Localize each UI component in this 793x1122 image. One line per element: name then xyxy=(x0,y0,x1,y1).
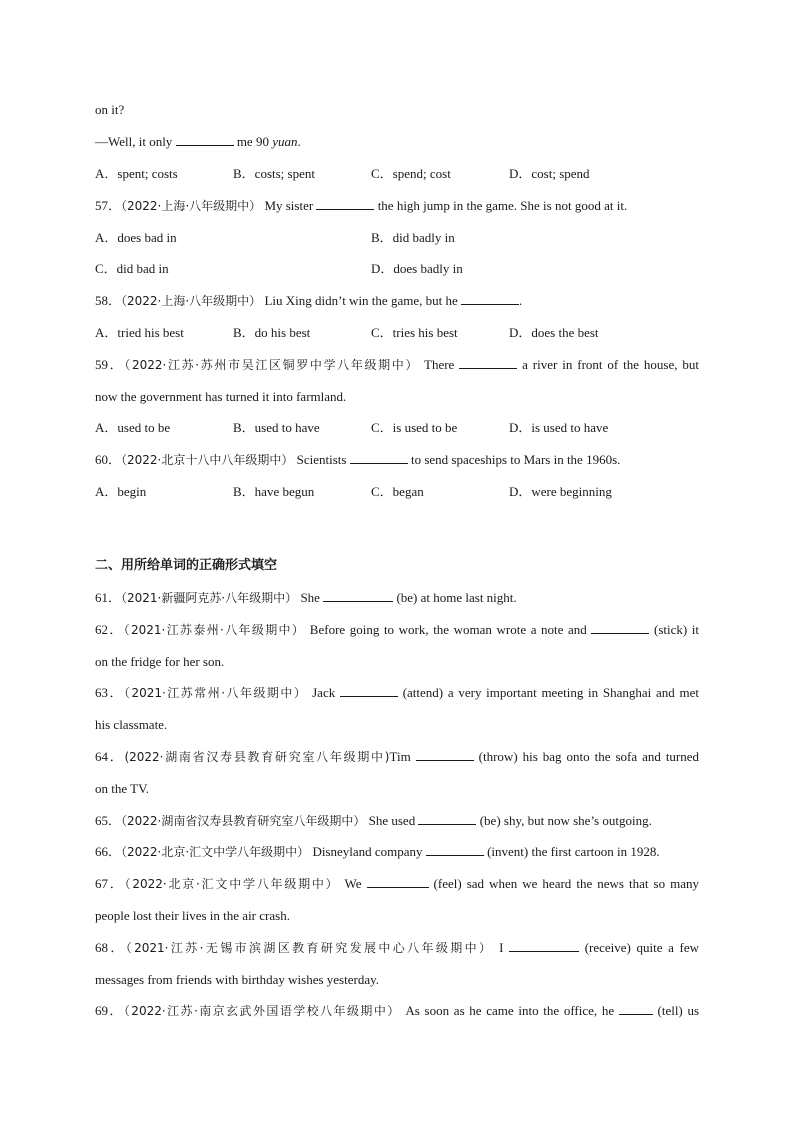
q67-line2 xyxy=(95,906,699,926)
question-source: （2022·江苏·南京玄武外国语学校八年级期中） xyxy=(123,1004,401,1018)
option-a[interactable]: A．spent; costs xyxy=(95,166,178,181)
q68-line2 xyxy=(95,970,699,990)
question-63 xyxy=(95,683,699,703)
text: We xyxy=(344,876,362,891)
text: (receive) quite a few xyxy=(584,940,700,955)
question-source: (2022·湖南省汉寿县教育研究室八年级期中) xyxy=(124,750,390,764)
question-65 xyxy=(95,811,699,831)
option-c[interactable]: C．tries his best xyxy=(371,325,458,340)
answer-blank[interactable] xyxy=(459,355,517,369)
question-59 xyxy=(95,355,699,375)
q60-options xyxy=(95,482,699,502)
question-number: 68． xyxy=(95,940,126,955)
answer-blank[interactable] xyxy=(591,620,649,634)
answer-blank[interactable] xyxy=(418,811,476,825)
question-source: （2022·江苏·苏州市吴江区铜罗中学八年级期中） xyxy=(124,358,420,372)
text: Disneyland company xyxy=(312,844,423,859)
text: Jack xyxy=(312,685,336,700)
text: his classmate. xyxy=(95,717,168,732)
answer-blank[interactable] xyxy=(316,196,374,210)
text: messages from friends with birthday wishes yesterday. xyxy=(95,972,380,987)
question-67 xyxy=(95,874,699,894)
q56-continuation-line xyxy=(95,100,699,120)
answer-blank[interactable] xyxy=(416,747,474,761)
text: (be) shy, but now she’s outgoing. xyxy=(479,813,652,828)
answer-blank[interactable] xyxy=(176,132,234,146)
question-57 xyxy=(95,196,699,216)
option-d[interactable]: D．is used to have xyxy=(509,420,609,435)
option-c[interactable]: C．began xyxy=(371,484,424,499)
q64-line2 xyxy=(95,779,699,799)
text: (attend) a very important meeting in Shanghai and met xyxy=(402,685,699,700)
text: (feel) sad when we heard the news that so many xyxy=(433,876,699,891)
question-source: （2022·上海·八年级期中） xyxy=(121,199,262,213)
text: Liu Xing didn’t win the game, but he xyxy=(264,293,458,308)
section-heading: 二、用所给单词的正确形式填空 xyxy=(95,558,278,573)
option-c[interactable]: C．did bad in xyxy=(95,261,169,276)
option-d[interactable]: D．cost; spend xyxy=(509,166,590,181)
option-d[interactable]: D．does badly in xyxy=(371,261,463,276)
text: —Well, it only xyxy=(95,134,173,149)
answer-blank[interactable] xyxy=(323,588,393,602)
text: (tell) us xyxy=(657,1003,700,1018)
question-number: 69． xyxy=(95,1003,124,1018)
italic-text: yuan xyxy=(272,134,298,149)
question-64 xyxy=(95,747,699,767)
text: There xyxy=(424,357,455,372)
question-number: 57． xyxy=(95,198,122,213)
text: As soon as he came into the office, he xyxy=(405,1003,615,1018)
question-source: （2022·湖南省汉寿县教育研究室八年级期中） xyxy=(121,814,366,828)
question-69 xyxy=(95,1001,699,1021)
question-62 xyxy=(95,620,699,640)
text: (stick) it xyxy=(654,622,700,637)
text: now the government has turned it into farmland. xyxy=(95,389,347,404)
text: Scientists xyxy=(296,452,347,467)
text: on the TV. xyxy=(95,781,150,796)
text: My sister xyxy=(264,198,314,213)
question-source: （2021·江苏泰州·八年级期中） xyxy=(123,623,306,637)
text: . xyxy=(297,134,301,149)
answer-blank[interactable] xyxy=(426,842,484,856)
option-c[interactable]: C．spend; cost xyxy=(371,166,451,181)
option-b[interactable]: B．do his best xyxy=(233,325,311,340)
question-number: 63． xyxy=(95,685,124,700)
question-number: 67． xyxy=(95,876,125,891)
question-number: 59． xyxy=(95,357,125,372)
text: Before going to work, the woman wrote a note and xyxy=(309,622,587,637)
option-d[interactable]: D．were beginning xyxy=(509,484,612,499)
answer-blank[interactable] xyxy=(340,683,398,697)
question-source: （2021·新疆阿克苏·八年级期中） xyxy=(121,591,298,605)
question-number: 66． xyxy=(95,844,122,859)
text: Tim xyxy=(389,749,411,764)
question-number: 61． xyxy=(95,590,122,605)
option-d[interactable]: D．does the best xyxy=(509,325,599,340)
q56-reply-line xyxy=(95,132,699,152)
question-number: 58． xyxy=(95,293,122,308)
text: on it? xyxy=(95,102,125,117)
option-b[interactable]: B．used to have xyxy=(233,420,320,435)
text: . xyxy=(518,293,523,308)
option-c[interactable]: C．is used to be xyxy=(371,420,458,435)
answer-blank[interactable] xyxy=(350,450,408,464)
question-61 xyxy=(95,588,699,608)
text: (invent) the first cartoon in 1928. xyxy=(487,844,660,859)
question-60 xyxy=(95,450,699,470)
question-58 xyxy=(95,291,699,311)
q63-line2 xyxy=(95,715,699,735)
q57-options-row2 xyxy=(95,259,699,279)
option-a[interactable]: A．used to be xyxy=(95,420,171,435)
question-66 xyxy=(95,842,699,862)
q58-options xyxy=(95,323,699,343)
text: the high jump in the game. She is not good at it. xyxy=(377,198,628,213)
text: people lost their lives in the air crash. xyxy=(95,908,290,923)
question-source: （2022·北京·汇文中学八年级期中） xyxy=(121,845,310,859)
option-b[interactable]: B．did badly in xyxy=(371,230,455,245)
q56-options xyxy=(95,164,699,184)
text: I xyxy=(499,940,504,955)
question-source: （2021·江苏·无锡市滨湖区教育研究发展中心八年级期中） xyxy=(125,941,494,955)
option-b[interactable]: B．costs; spent xyxy=(233,166,315,181)
text: to send spaceships to Mars in the 1960s. xyxy=(410,452,621,467)
answer-blank[interactable] xyxy=(509,938,579,952)
question-number: 60． xyxy=(95,452,122,467)
q59-line2 xyxy=(95,387,699,407)
q57-options-row1 xyxy=(95,228,699,248)
question-source: （2021·江苏常州·八年级期中） xyxy=(123,686,308,700)
question-source: （2022·北京十八中八年级期中） xyxy=(121,453,294,467)
text: She xyxy=(300,590,320,605)
question-number: 64． xyxy=(95,749,125,764)
q62-line2 xyxy=(95,652,699,672)
text: (throw) his bag onto the sofa and turned xyxy=(478,749,700,764)
answer-blank[interactable] xyxy=(461,291,519,305)
question-number: 62． xyxy=(95,622,124,637)
q59-options xyxy=(95,418,699,438)
text: on the fridge for her son. xyxy=(95,654,225,669)
option-a[interactable]: A．begin xyxy=(95,484,147,499)
question-source: （2022·上海·八年级期中） xyxy=(121,294,262,308)
option-a[interactable]: A．does bad in xyxy=(95,230,177,245)
text: She used xyxy=(368,813,416,828)
answer-blank[interactable] xyxy=(367,874,429,888)
text: (be) at home last night. xyxy=(396,590,517,605)
question-number: 65． xyxy=(95,813,122,828)
option-b[interactable]: B．have begun xyxy=(233,484,315,499)
answer-blank[interactable] xyxy=(619,1001,653,1015)
option-a[interactable]: A．tried his best xyxy=(95,325,184,340)
question-68 xyxy=(95,938,699,958)
question-source: （2022·北京·汇文中学八年级期中） xyxy=(124,877,340,891)
text: a river in front of the house, but xyxy=(522,357,700,372)
text: me 90 xyxy=(236,134,269,149)
